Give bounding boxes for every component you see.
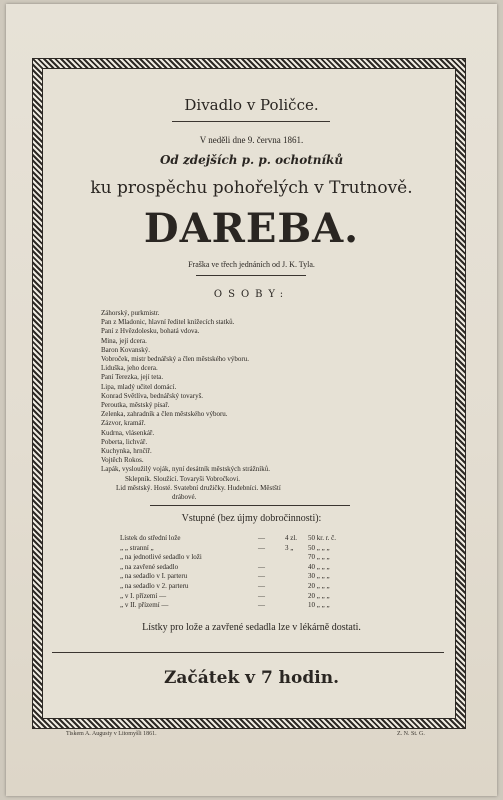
price-label: „ v II. přízemí — (120, 601, 169, 610)
price-dash: — (258, 543, 265, 552)
cast-item: Lipa, mladý učitel domácí. (101, 382, 177, 391)
price-kr: 50 „ „ „ (308, 543, 330, 552)
play-title: DAREBA. (143, 205, 360, 252)
price-dash: — (258, 572, 265, 581)
price-row (120, 572, 350, 582)
price-label: Lístek do střední lože (120, 534, 181, 542)
cast-item: Lid městský. Hosté. Svatební družičky. Hudebníci. Městští (116, 483, 281, 492)
performers-line: Od zdejších p. p. ochotníků (159, 153, 344, 167)
cast-item: Vobroček, mistr bednářský a člen městského výboru. (101, 355, 250, 364)
admission-heading: Vstupné (bez újmy dobročinnosti): (181, 513, 322, 524)
price-dash: — (258, 534, 265, 542)
price-label: „ na jednotlivé sedadlo v loži (120, 553, 202, 562)
price-dash: — (258, 562, 265, 571)
price-dash: — (258, 581, 265, 590)
price-zl: 4 zl. (285, 534, 298, 542)
cast-item: Konrad Světlíva, bednářský tovaryš. (101, 391, 204, 400)
cast-item: Lapák, vysloužilý voják, nyní desátník městských strážníků. (101, 465, 270, 474)
cast-item: Baron Kovanský. (101, 345, 150, 354)
cast-heading: OSOBY: (213, 289, 290, 300)
price-kr: 40 „ „ „ (308, 562, 330, 571)
cast-item: Záhorský, purkmistr. (101, 309, 160, 317)
cast-item: Poberta, lichvář. (101, 437, 148, 446)
cast-item: Zelenka, zahradník a člen městského výboru. (101, 410, 228, 419)
cast-item: Peroutka, městský písař. (101, 401, 170, 410)
cast-list (101, 309, 281, 502)
price-label: „ na sedadlo v I. parteru (120, 572, 188, 581)
section-rule (150, 505, 350, 506)
price-label: „ na zavřené sedadlo (120, 562, 179, 571)
price-kr: 30 „ „ „ (308, 572, 330, 581)
printer-credit: Tiskem A. Augusty v Litomyšli 1861. (66, 731, 157, 737)
date-line: V neděli dne 9. června 1861. (199, 135, 304, 145)
benefit-line: ku prospěchu pohořelých v Trutnově. (90, 178, 413, 198)
cast-item: Pan z Mladonic, hlavní ředitel knížecích statků. (101, 318, 235, 327)
price-list (120, 534, 350, 611)
price-dash: — (258, 591, 265, 600)
theatre-heading: Divadlo v Poličce. (184, 96, 319, 114)
start-rule (52, 652, 444, 653)
cast-item: Paní z Hvězdolesku, bohatá vdova. (101, 327, 200, 336)
cast-item: Kudrna, vlásenkář. (101, 428, 155, 437)
cast-item: Paní Terezka, její teta. (101, 373, 164, 382)
price-kr: 50 kr. r. č. (308, 534, 336, 542)
price-row (120, 592, 350, 602)
price-row (120, 582, 350, 592)
censor-mark: Z. N. St. G. (397, 731, 425, 737)
price-row (120, 601, 350, 611)
price-label: „ „ stranní „ (120, 543, 154, 552)
price-kr: 10 „ „ „ (308, 601, 330, 610)
price-row (120, 544, 350, 554)
subtitle: Fraška ve třech jednáních od J. K. Tyla. (188, 260, 315, 269)
start-time: Začátek v 7 hodin. (163, 668, 340, 688)
price-row (120, 553, 350, 563)
price-row (120, 534, 350, 544)
cast-item: Kuchynka, hrnčíř. (101, 447, 152, 456)
price-label: „ v I. přízemí — (120, 591, 167, 600)
cast-item: Sklepník. Sloužící. Tovaryši Vobročkovi. (125, 474, 241, 483)
cast-item: Mina, její dcera. (101, 336, 147, 345)
price-kr: 20 „ „ „ (308, 581, 330, 590)
price-zl: 3 „ (285, 543, 294, 552)
heading-rule (172, 121, 330, 122)
price-kr: 70 „ „ „ (308, 553, 330, 562)
price-label: „ na sedadlo v 2. parteru (120, 581, 189, 590)
subtitle-rule (196, 275, 306, 276)
cast-item: Vojtěch Rokos. (101, 456, 144, 465)
cast-item: Liduška, jeho dcera. (101, 364, 158, 373)
price-kr: 20 „ „ „ (308, 591, 330, 600)
cast-item: Zázvor, kramář. (101, 419, 146, 428)
price-dash: — (258, 601, 265, 610)
ticket-notice: Lístky pro lože a zavřené sedadla lze v lékárně dostati. (142, 622, 361, 633)
cast-item: drábové. (172, 493, 197, 502)
price-row (120, 563, 350, 573)
